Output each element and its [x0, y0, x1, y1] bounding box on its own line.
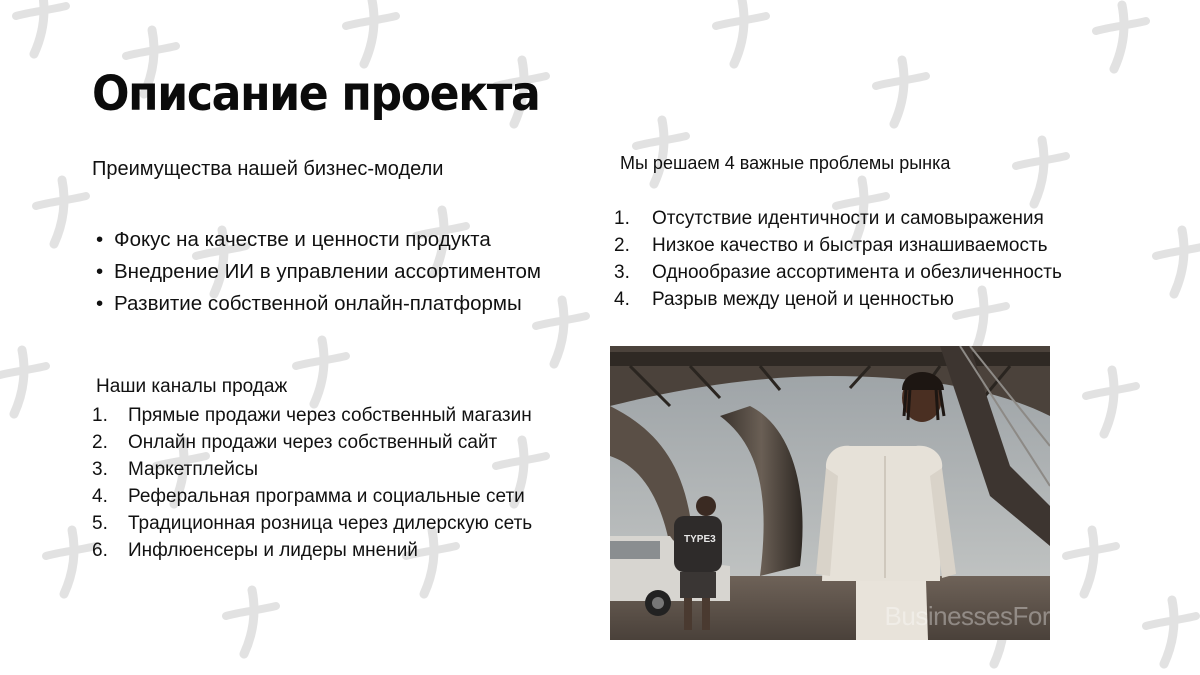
item-number: 3.	[614, 262, 630, 283]
project-photo	[610, 346, 1050, 640]
problems-heading: Мы решаем 4 важные проблемы рынка	[620, 153, 951, 173]
item-number: 1.	[92, 405, 108, 426]
list-item-text: Однообразие ассортимента и обезличенность	[652, 262, 1062, 283]
list-item	[92, 256, 541, 288]
item-number: 6.	[92, 540, 108, 561]
list-item-text: Отсутствие идентичности и самовыражения	[652, 208, 1044, 229]
channels-list	[92, 402, 532, 564]
list-item	[92, 456, 532, 483]
list-item-text: Традиционная розница через дилерскую сеть	[128, 513, 533, 534]
list-item-text: Фокус на качестве и ценности продукта	[114, 228, 491, 251]
list-item-text: Реферальная программа и социальные сети	[128, 486, 525, 507]
list-item	[92, 537, 532, 564]
item-number: 5.	[92, 513, 108, 534]
item-number: 1.	[614, 208, 630, 229]
item-number: 2.	[92, 432, 108, 453]
list-item	[92, 510, 532, 537]
list-item-text: Онлайн продажи через собственный сайт	[128, 432, 498, 453]
list-item-text: Внедрение ИИ в управлении ассортиментом	[114, 260, 541, 283]
bullet: •	[96, 292, 104, 315]
bullet: •	[96, 228, 104, 251]
item-number: 4.	[92, 486, 108, 507]
list-item	[614, 232, 1062, 259]
hoodie-print: TYPE3	[684, 534, 716, 545]
list-item-text: Развитие собственной онлайн-платформы	[114, 292, 522, 315]
list-item-text: Инфлюенсеры и лидеры мнений	[128, 540, 418, 561]
advantages-list	[92, 224, 541, 320]
list-item	[92, 483, 532, 510]
channels-heading: Наши каналы продаж	[96, 376, 288, 397]
slide-title: Описание проекта	[92, 66, 540, 122]
list-item	[614, 286, 1062, 313]
list-item-text: Низкое качество и быстрая изнашиваемость	[652, 235, 1048, 256]
item-number: 4.	[614, 289, 630, 310]
bullet: •	[96, 260, 104, 283]
list-item	[92, 429, 532, 456]
list-item	[614, 205, 1062, 232]
list-item-text: Разрыв между ценой и ценностью	[652, 289, 954, 310]
list-item-text: Маркетплейсы	[128, 459, 259, 480]
list-item	[92, 224, 541, 256]
list-item	[614, 259, 1062, 286]
advantages-heading: Преимущества нашей бизнес-модели	[92, 158, 444, 180]
list-item	[92, 402, 532, 429]
problems-list	[614, 205, 1062, 313]
list-item-text: Прямые продажи через собственный магазин	[128, 405, 532, 426]
watermark: BusinessesFor	[884, 601, 1050, 631]
item-number: 2.	[614, 235, 630, 256]
list-item	[92, 288, 541, 320]
item-number: 3.	[92, 459, 108, 480]
